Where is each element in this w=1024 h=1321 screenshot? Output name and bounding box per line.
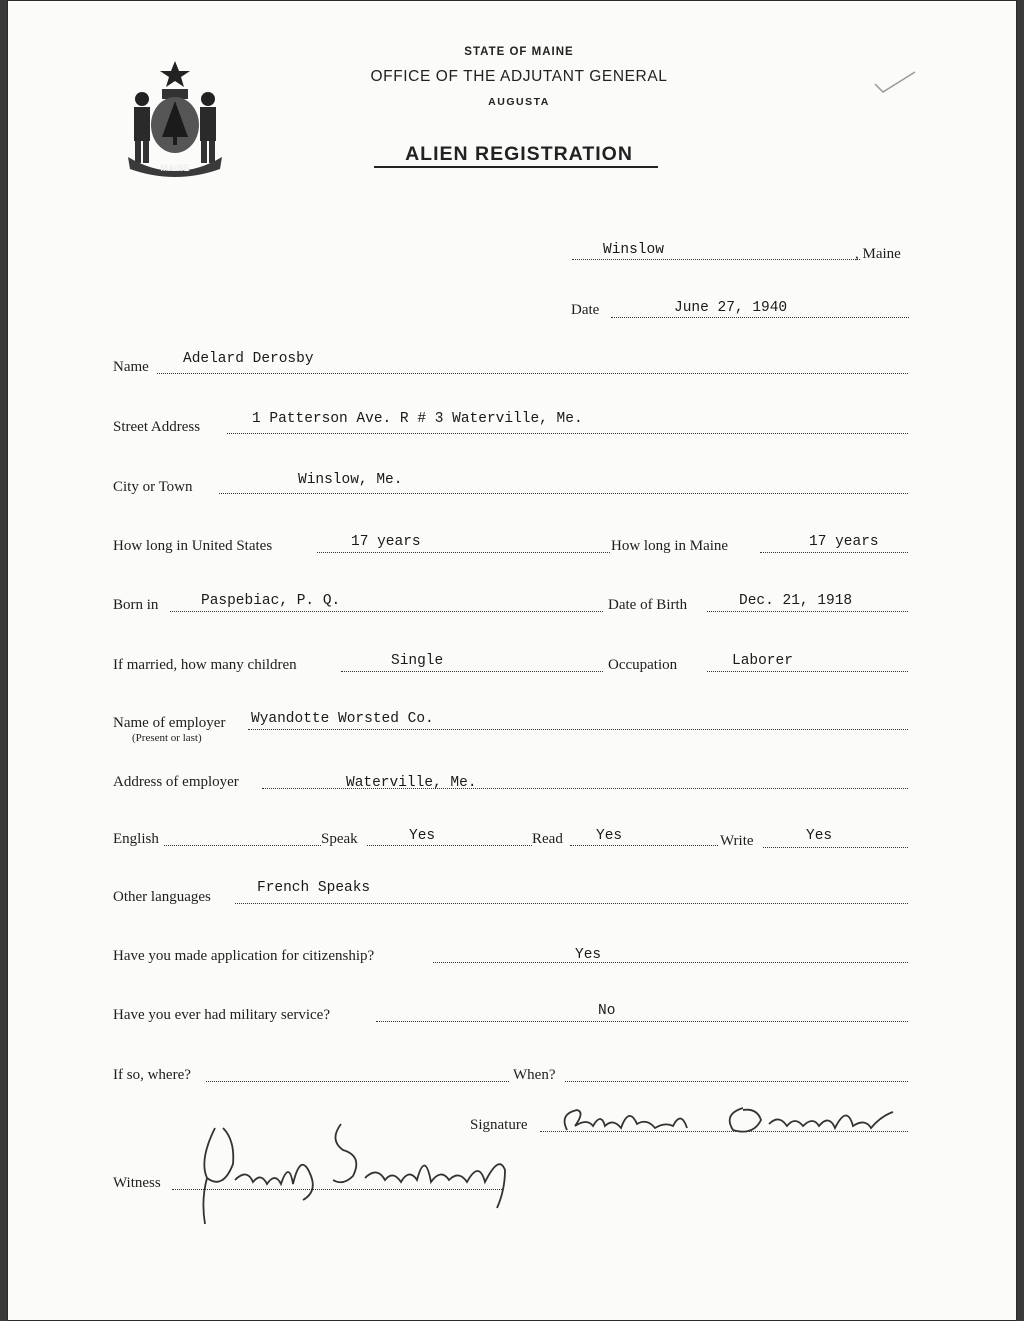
city-line <box>219 493 908 494</box>
other-languages-label: Other languages <box>113 889 211 905</box>
english-line <box>164 845 321 846</box>
born-in-label: Born in <box>113 597 159 613</box>
military-value[interactable]: No <box>598 1003 616 1019</box>
check-mark-icon <box>873 70 917 96</box>
employer-line <box>248 729 908 730</box>
street-line <box>227 433 908 434</box>
citizenship-value[interactable]: Yes <box>575 947 602 963</box>
read-label: Read <box>532 831 563 847</box>
born-in-value[interactable]: Paspebiac, P. Q. <box>201 593 341 609</box>
write-value[interactable]: Yes <box>806 828 833 844</box>
children-line <box>341 671 603 672</box>
write-label: Write <box>720 833 754 849</box>
occupation-value[interactable]: Laborer <box>732 653 793 669</box>
maine-suffix: , Maine <box>855 246 901 262</box>
where-label: If so, where? <box>113 1067 191 1083</box>
employer-address-value[interactable]: Waterville, Me. <box>346 775 477 791</box>
name-line <box>157 373 908 374</box>
employer-label: Name of employer <box>113 715 226 731</box>
employer-address-label: Address of employer <box>113 774 239 790</box>
speak-line <box>367 845 532 846</box>
date-value[interactable]: June 27, 1940 <box>674 300 788 316</box>
other-languages-line <box>235 903 908 904</box>
read-value[interactable]: Yes <box>596 828 623 844</box>
citizenship-label: Have you made application for citizenship? <box>113 948 375 964</box>
registration-form <box>7 0 1017 1321</box>
town-line <box>572 259 860 260</box>
date-line <box>611 317 909 318</box>
children-label: If married, how many children <box>113 657 297 673</box>
town-value[interactable]: Winslow <box>603 242 664 258</box>
write-line <box>763 847 908 848</box>
witness-label: Witness <box>113 1175 161 1191</box>
english-label: English <box>113 831 159 847</box>
city-value[interactable]: Winslow, Me. <box>298 472 403 488</box>
born-in-line <box>170 611 603 612</box>
employer-value[interactable]: Wyandotte Worsted Co. <box>251 711 434 727</box>
city-heading: AUGUSTA <box>488 96 550 108</box>
military-line <box>376 1021 908 1022</box>
signature-label: Signature <box>470 1117 528 1133</box>
seal-motto: MAINE <box>160 163 190 173</box>
when-label: When? <box>513 1067 556 1083</box>
dob-line <box>707 611 908 612</box>
how-long-us-label: How long in United States <box>113 538 273 554</box>
office-heading: OFFICE OF THE ADJUTANT GENERAL <box>370 68 668 85</box>
speak-label: Speak <box>321 831 358 847</box>
dob-label: Date of Birth <box>608 597 688 613</box>
citizenship-line <box>433 962 908 963</box>
dob-value[interactable]: Dec. 21, 1918 <box>739 593 853 609</box>
form-title: ALIEN REGISTRATION <box>405 143 633 165</box>
name-label: Name <box>113 359 149 375</box>
where-line <box>206 1081 509 1082</box>
title-underline <box>374 166 658 168</box>
how-long-maine-line <box>760 552 908 553</box>
how-long-us-value[interactable]: 17 years <box>351 534 421 550</box>
city-label: City or Town <box>113 479 193 495</box>
name-value[interactable]: Adelard Derosby <box>183 351 314 367</box>
read-line <box>570 845 718 846</box>
children-value[interactable]: Single <box>391 653 444 669</box>
date-label: Date <box>571 302 600 318</box>
how-long-us-line <box>317 552 610 553</box>
signature-handwriting <box>547 1100 907 1150</box>
witness-handwriting <box>193 1120 513 1230</box>
street-label: Street Address <box>113 419 201 435</box>
how-long-maine-value[interactable]: 17 years <box>809 534 879 550</box>
employer-note: (Present or last) <box>132 732 202 744</box>
other-languages-value[interactable]: French Speaks <box>257 880 371 896</box>
when-line <box>565 1081 908 1082</box>
how-long-maine-label: How long in Maine <box>611 538 729 554</box>
occupation-line <box>707 671 908 672</box>
military-label: Have you ever had military service? <box>113 1007 330 1023</box>
street-value[interactable]: 1 Patterson Ave. R # 3 Waterville, Me. <box>252 411 583 427</box>
speak-value[interactable]: Yes <box>409 828 436 844</box>
state-heading: STATE OF MAINE <box>464 46 574 58</box>
occupation-label: Occupation <box>608 657 678 673</box>
